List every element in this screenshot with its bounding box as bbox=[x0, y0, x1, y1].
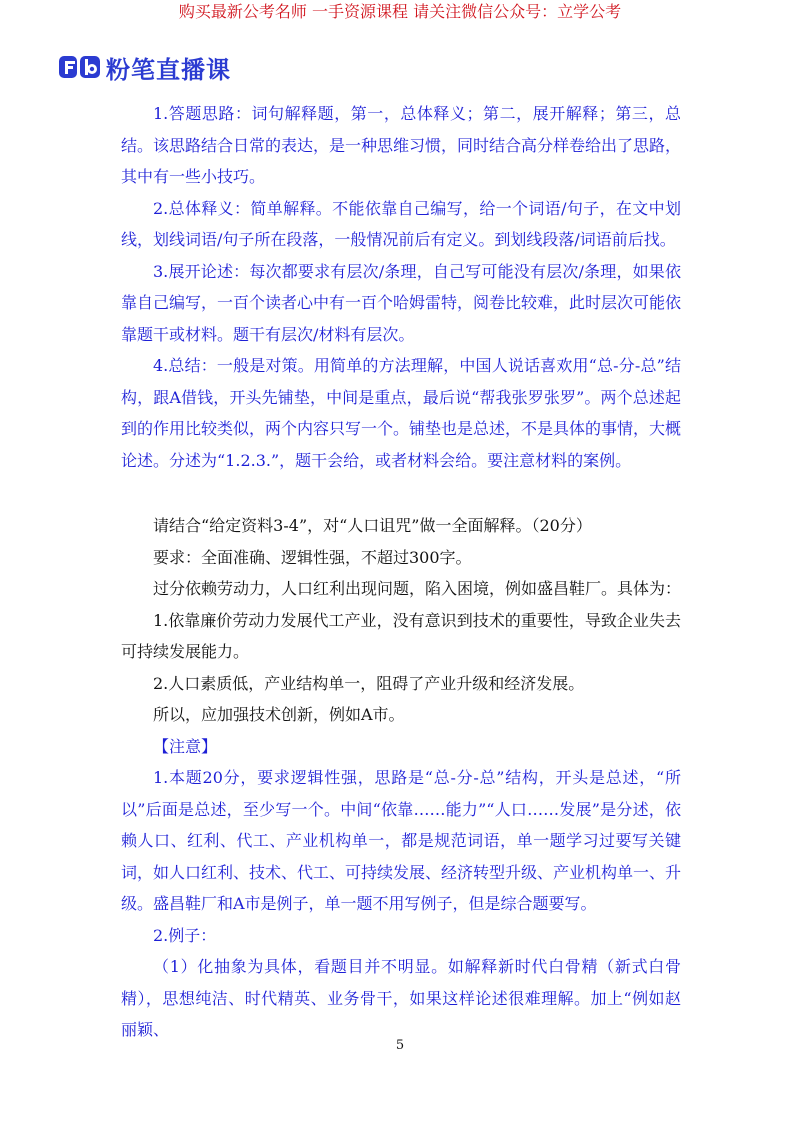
question-requirement: 要求：全面准确、逻辑性强，不超过300字。 bbox=[153, 547, 472, 567]
answer-paragraph: 所以，应加强技术创新，例如A市。 bbox=[153, 705, 405, 724]
logo bbox=[58, 52, 231, 82]
promo-banner: 购买最新公考名师 一手资源课程 请关注微信公众号：立学公考 bbox=[178, 2, 622, 21]
fb-logo-icon bbox=[58, 54, 102, 80]
note-paragraph: 4.总结：一般是对策。用简单的方法理解，中国人说话喜欢用“总-分-总”结构，跟A借钱，开头先铺垫，中间是重点，最后说“帮我张罗张罗”。两个总述起到的作用比较类似，两个内容只写一个。铺垫也是总述，不是具体的事情，大概论述。分述为“1.2.3.”，题干会给，或者材料会给。要注意材料的案例。 bbox=[121, 356, 682, 470]
attention-heading: 【注意】 bbox=[153, 736, 218, 756]
note-paragraph: 1.答题思路：词句解释题，第一，总体释义；第二，展开解释；第三，总结。该思路结合日常的表达，是一种思维习惯，同时结合高分样卷给出了思路，其中有一些小技巧。 bbox=[121, 104, 682, 186]
attention-paragraph: 2.例子： bbox=[153, 925, 217, 945]
answer-paragraph: 2.人口素质低，产业结构单一，阻碍了产业升级和经济发展。 bbox=[153, 673, 585, 693]
document-body bbox=[121, 98, 681, 1046]
note-paragraph: 3.展开论述：每次都要求有层次/条理，自己写可能没有层次/条理，如果依靠自己编写，一百个读者心中有一百个哈姆雷特，阅卷比较难，此时层次可能依靠题干或材料。题干有层次/材料有层次。 bbox=[121, 261, 682, 344]
attention-paragraph: 1.本题20分，要求逻辑性强，思路是“总-分-总”结构，开头是总述，“所以”后面是总述，至少写一个。中间“依靠……能力”“人口……发展”是分述，依赖人口、红利、代工、产业机构单一，都是规范词语，单一题学习过要写关键词，如人口红利、技术、代工、可持续发展、经济转型升级、产业机构单一、升级。盛昌鞋厂和A市是例子，单一题不用写例子，但是综合题要写。 bbox=[121, 768, 682, 913]
answer-paragraph: 1.依靠廉价劳动力发展代工产业，没有意识到技术的重要性，导致企业失去可持续发展能力。 bbox=[121, 610, 681, 661]
attention-paragraph: （1）化抽象为具体，看题目并不明显。如解释新时代白骨精（新式白骨精），思想纯洁、时代精英、业务骨干，如果这样论述很难理解。加上“例如赵丽颖、 bbox=[121, 957, 681, 1039]
question-prompt: 请结合“给定资料3-4”，对“人口诅咒”做一全面解释。（20分） bbox=[153, 516, 592, 535]
note-paragraph: 2.总体释义：简单解释。不能依靠自己编写，给一个词语/句子，在文中划线，划线词语/句子所在段落，一般情况前后有定义。到划线段落/词语前后找。 bbox=[121, 198, 681, 249]
answer-paragraph: 过分依赖劳动力，人口红利出现问题，陷入困境，例如盛昌鞋厂。具体为： bbox=[153, 579, 682, 598]
page-number: 5 bbox=[395, 1038, 405, 1053]
logo-text: 粉笔直播课 bbox=[106, 55, 231, 84]
